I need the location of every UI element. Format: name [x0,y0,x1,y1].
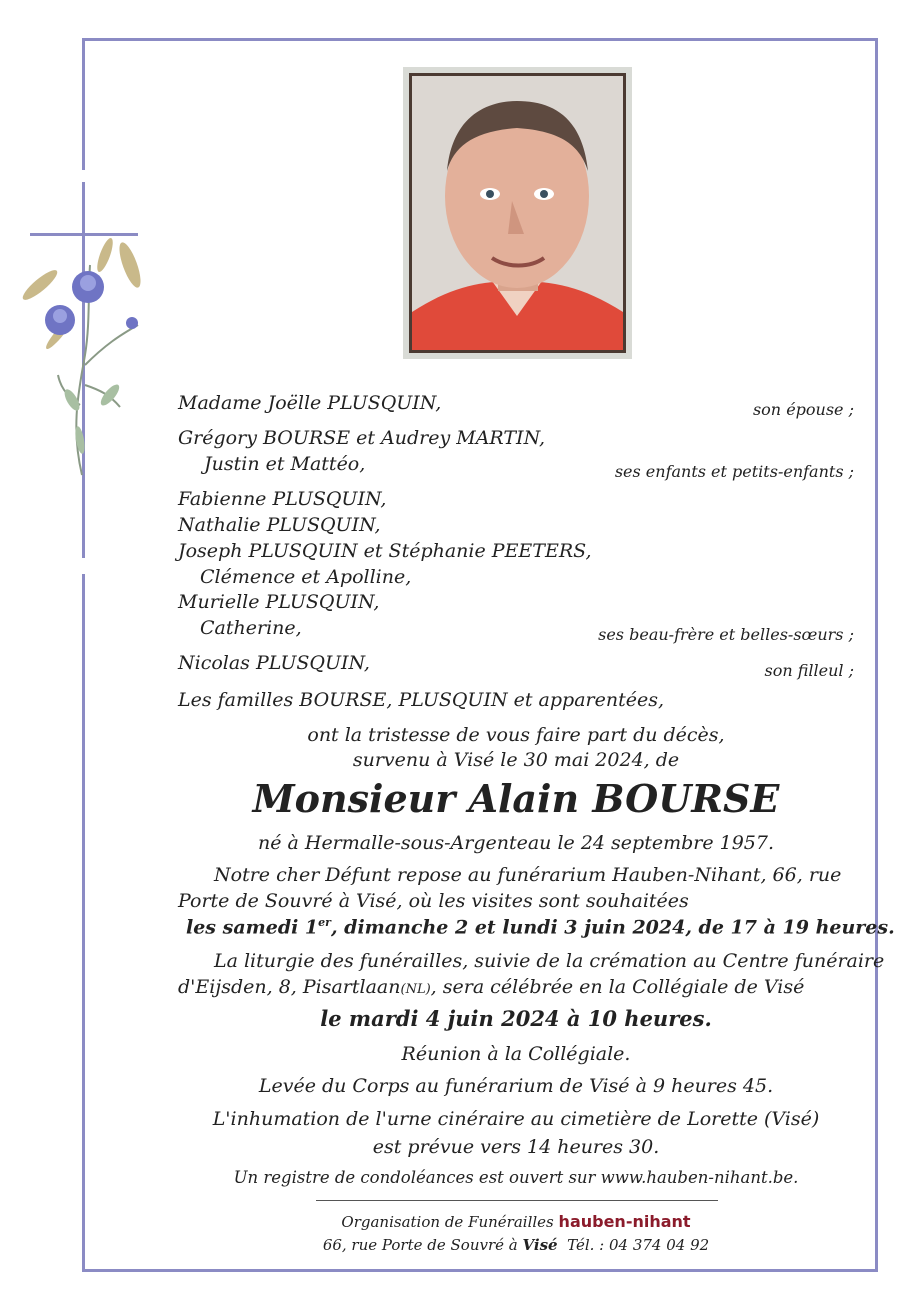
funeral-date: le mardi 4 juin 2024 à 10 heures. [320,1006,712,1031]
spouse-role: son épouse ; [752,400,854,419]
meeting-line: Réunion à la Collégiale. [401,1043,631,1065]
liturgy-line: La liturgie des funérailles, suivie de la crémation au Centre funéraire [214,950,885,972]
border-gap [80,170,88,182]
families-line: Les familles BOURSE, PLUSQUIN et apparentées, [178,689,664,711]
inlaw-line: Fabienne PLUSQUIN, [178,488,387,510]
registry-line: Un registre de condoléances est ouvert sur www.hauben-nihant.be. [233,1168,799,1187]
levee-line: Levée du Corps au funérarium de Visé à 9 heures 45. [258,1075,774,1097]
grandchildren-line: Justin et Mattéo, [204,453,366,475]
cornflower-wheat-icon [10,225,160,485]
birth-line: né à Hermalle-sous-Argenteau le 24 septembre 1957. [257,832,775,854]
footer-divider [316,1200,718,1201]
liturgy-line: d'Eijsden, 8, Pisartlaan(NL), sera célébrée en la Collégiale de Visé [178,976,805,998]
border-gap [80,558,88,574]
godson-role: son filleul ; [764,661,854,680]
visits-line: Notre cher Défunt repose au funérarium Hauben-Nihant, 66, rue [214,864,842,886]
announcement-line: ont la tristesse de vous faire part du décès, [307,724,725,746]
deceased-name: Monsieur Alain BOURSE [252,776,780,821]
visits-line: Porte de Souvré à Visé, où les visites sont souhaitées [178,890,689,912]
inlaw-line: Clémence et Apolline, [200,566,412,588]
footer-organisation: Organisation de Funérailles hauben-nihant [341,1212,691,1231]
godson-name: Nicolas PLUSQUIN, [178,652,370,674]
brand-logo: hauben-nihant [558,1212,691,1231]
inlaw-line: Murielle PLUSQUIN, [178,591,380,613]
portrait-frame [403,67,632,359]
footer-address: 66, rue Porte de Souvré à Visé Tél. : 04 374 04 92 [322,1236,710,1254]
announcement-line: survenu à Visé le 30 mai 2024, de [352,749,680,771]
inlaw-line: Joseph PLUSQUIN et Stéphanie PEETERS, [178,540,592,562]
spouse-name: Madame Joëlle PLUSQUIN, [178,392,442,414]
inlaw-line: Nathalie PLUSQUIN, [178,514,381,536]
children-role: ses enfants et petits-enfants ; [614,462,854,481]
inlaws-role: ses beau-frère et belles-sœurs ; [598,625,854,644]
urn-line: est prévue vers 14 heures 30. [372,1136,660,1158]
urn-line: L'inhumation de l'urne cinéraire au cimetière de Lorette (Visé) [212,1108,820,1130]
visits-dates: les samedi 1er, dimanche 2 et lundi 3 juin 2024, de 17 à 19 heures. [186,916,895,939]
inlaw-line: Catherine, [200,617,302,639]
children-line: Grégory BOURSE et Audrey MARTIN, [178,427,546,449]
portrait-photo [409,73,626,353]
